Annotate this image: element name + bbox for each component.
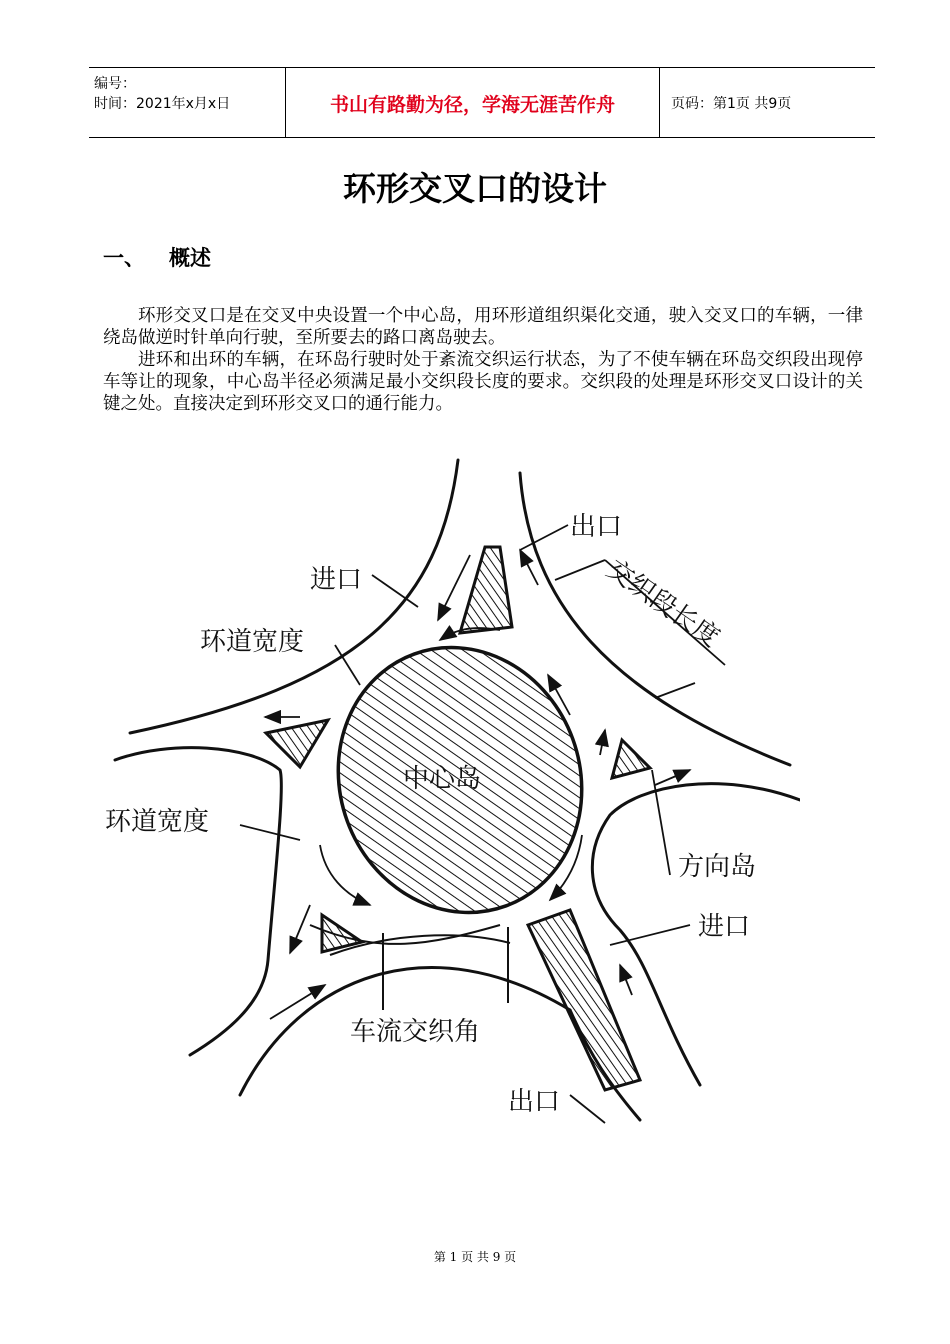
flow-arrow <box>655 770 690 785</box>
label-direction-island: 方向岛 <box>678 852 757 882</box>
label-ring-width: 环道宽度 <box>200 627 305 657</box>
direction-island <box>528 910 640 1090</box>
label-weaving-length: 交织段长度 <box>600 554 725 654</box>
label-exit-bottom: 出口 <box>508 1087 561 1117</box>
doc-number-label: 编号： <box>94 76 136 92</box>
page-header <box>89 67 875 138</box>
doc-time-label: 时间：2021年x月x日 <box>94 96 231 112</box>
label-pointer <box>610 925 690 945</box>
document-title: 环形交叉口的设计 <box>343 169 607 208</box>
paragraph: 进环和出环的车辆，在环岛行驶时处于紊流交织运行状态，为了不使车辆在环岛交织段出现停车等让的现象，中心岛半径必须满足最小交织段长度的要求。交织段的处理是环形交叉口设计的关键之处。直接决定到环形交叉口的通行能力。 <box>103 350 863 414</box>
label-ring-width: 环道宽度 <box>105 807 210 837</box>
section-heading <box>103 242 211 272</box>
roundabout-diagram <box>100 455 800 1135</box>
road-curb <box>115 748 281 1055</box>
label-pointer <box>555 560 605 580</box>
flow-arrow <box>600 730 605 755</box>
label-weaving-angle: 车流交织角 <box>350 1017 481 1047</box>
label-entry-right: 进口 <box>698 912 751 942</box>
label-pointer <box>570 1095 605 1123</box>
label-pointer <box>655 683 695 698</box>
header-page-label: 页码：第1页 共9页 <box>671 96 792 112</box>
flow-arrow <box>620 965 632 995</box>
label-pointer <box>520 525 568 550</box>
paragraph: 环形交叉口是在交叉中央设置一个中心岛，用环形道组织渠化交通，驶入交叉口的车辆，一律绕岛做逆时针单向行驶，至所要去的路口离岛驶去。 <box>103 306 863 348</box>
flow-arrow <box>290 905 310 953</box>
label-exit-top: 出口 <box>570 512 623 542</box>
section-number: 一、 <box>103 246 145 270</box>
page-footer: 第 1 页 共 9 页 <box>433 1250 517 1264</box>
label-pointer <box>652 770 670 875</box>
label-pointer <box>240 825 300 840</box>
label-entry-top: 进口 <box>310 565 363 595</box>
header-meta <box>94 74 230 114</box>
label-center-island: 中心岛 <box>403 764 482 794</box>
section-title: 概述 <box>169 246 211 270</box>
flow-arrow <box>520 550 538 585</box>
header-motto: 书山有路勤为径，学海无涯苦作舟 <box>329 94 615 116</box>
direction-island <box>266 720 328 767</box>
direction-island <box>612 740 650 778</box>
header-divider <box>659 68 660 137</box>
